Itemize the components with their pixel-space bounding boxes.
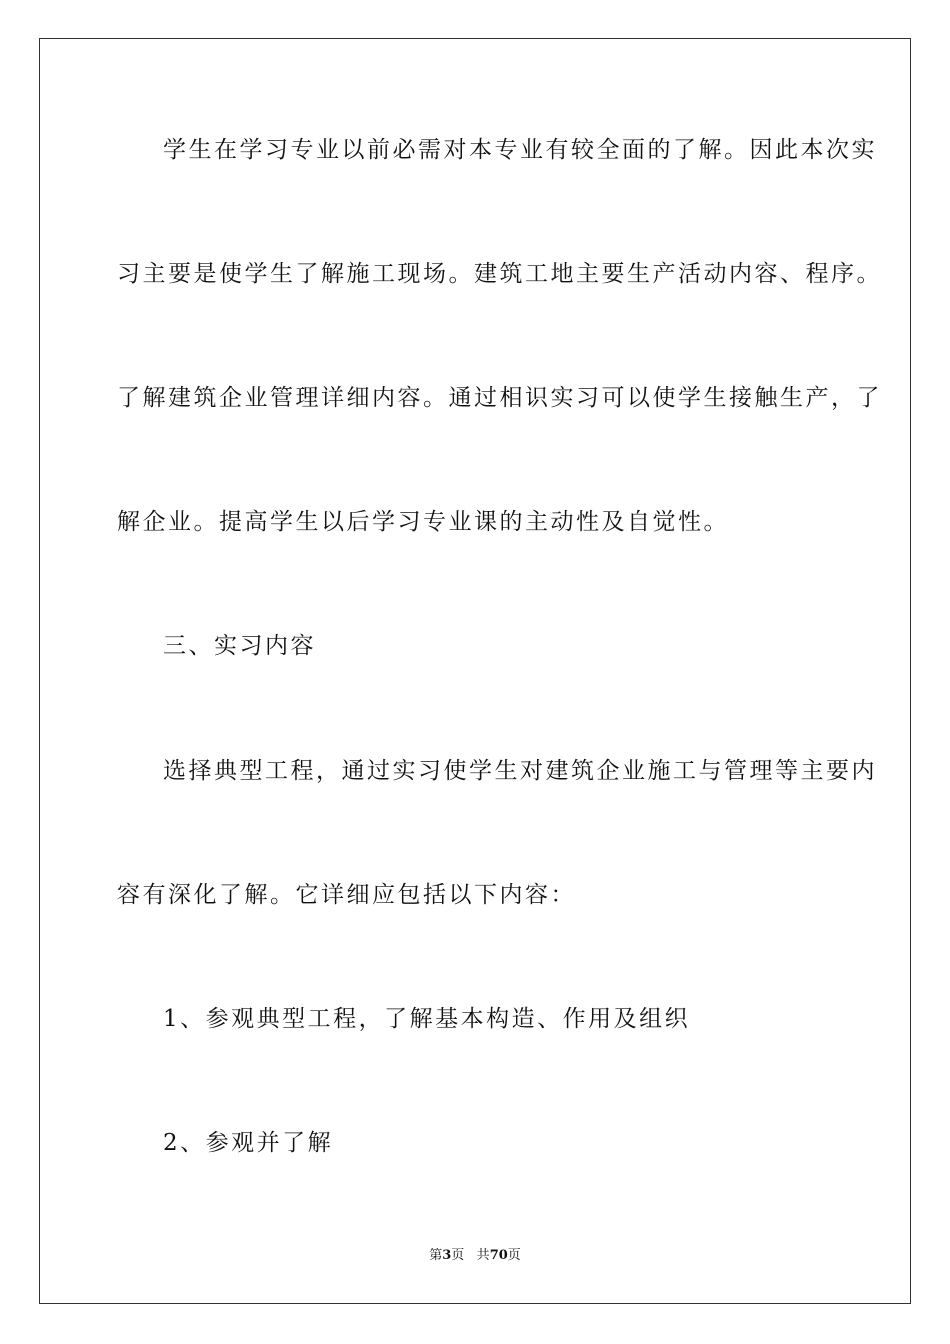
list-item: 2、参观并了解 [163, 1130, 334, 1156]
footer-total-suffix: 页 [507, 1248, 521, 1263]
paragraph-line: 学生在学习专业以前必需对本专业有较全面的了解。因此本次实 [163, 137, 877, 163]
footer-page-number: 3 [442, 1248, 452, 1263]
page-border [39, 38, 911, 1304]
paragraph-line: 选择典型工程，通过实习使学生对建筑企业施工与管理等主要内 [163, 758, 877, 784]
list-item: 1、参观典型工程，了解基本构造、作用及组织 [163, 1006, 691, 1032]
paragraph-line: 习主要是使学生了解施工现场。建筑工地主要生产活动内容、程序。 [117, 261, 882, 287]
footer-prefix: 第 [429, 1248, 443, 1263]
paragraph-line: 解企业。提高学生以后学习专业课的主动性及自觉性。 [117, 509, 729, 535]
footer-page-suffix: 页 [451, 1248, 465, 1263]
footer-total-prefix: 共 [476, 1248, 490, 1263]
page-footer [0, 1247, 950, 1265]
paragraph-line: 了解建筑企业管理详细内容。通过相识实习可以使学生接触生产，了 [117, 385, 882, 411]
paragraph-line: 容有深化了解。它详细应包括以下内容： [117, 882, 576, 908]
section-heading: 三、实习内容 [163, 633, 316, 659]
footer-total-pages: 70 [489, 1248, 508, 1263]
